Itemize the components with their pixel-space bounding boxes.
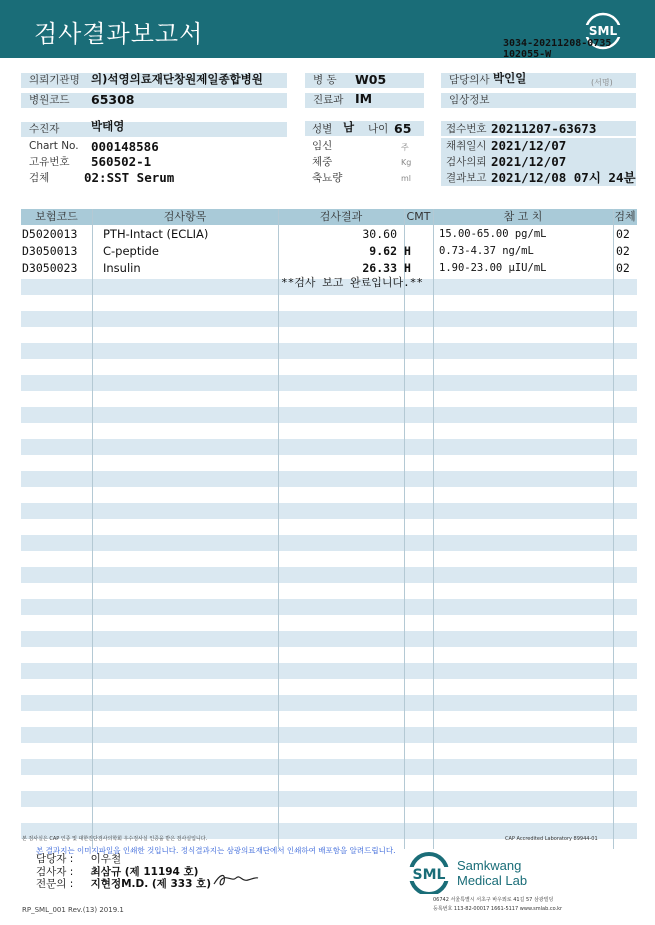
- document-id-line1: 3034-20211208-0735: [503, 38, 612, 49]
- samkwang-logo-icon: [405, 852, 453, 894]
- request-value: 2021/12/07: [491, 154, 567, 169]
- table-stripe: [21, 567, 637, 583]
- table-stripe: [21, 535, 637, 551]
- report-label: 결과보고: [446, 172, 487, 184]
- table-stripe: [21, 503, 637, 519]
- age-value: 65: [394, 121, 412, 136]
- table-stripe: [21, 791, 637, 807]
- header-cmt: CMT: [406, 210, 431, 223]
- dept-label: 진료과: [305, 93, 424, 108]
- specimen-label: 검체: [29, 172, 50, 184]
- cell-code: D3050013: [22, 244, 78, 258]
- cell-item: PTH-Intact (ECLIA): [103, 227, 209, 241]
- handwritten-signature-icon: [212, 868, 260, 890]
- cell-reference: 15.00-65.00 pg/mL: [439, 228, 547, 240]
- table-header: [21, 209, 637, 225]
- doctor-value: 박인일: [493, 71, 527, 85]
- cell-reference: 0.73-4.37 ng/mL: [439, 245, 534, 257]
- code-value: 65308: [91, 92, 135, 107]
- pregnancy-unit: 주: [401, 143, 409, 152]
- weight-label: 체중: [312, 156, 333, 168]
- form-code: RP_SML_001 Rev.(13) 2019.1: [22, 906, 124, 914]
- results-table: [21, 209, 637, 849]
- table-stripe: [21, 343, 637, 359]
- document-id-line2: 102055-W: [503, 49, 552, 60]
- cell-item: C-peptide: [103, 244, 159, 258]
- cell-flag: H: [404, 244, 411, 258]
- cell-flag: H: [404, 261, 411, 275]
- print-notice: 본 결과지는 이미지파일을 인쇄한 것입니다. 정식결과지는 삼광의료재단에서 인쇄하여 배포함을 알려드립니다.: [36, 846, 396, 855]
- cell-item: Insulin: [103, 261, 141, 275]
- cell-code: D5020013: [22, 227, 78, 241]
- brand-name-line1: Samkwang: [457, 858, 522, 873]
- pregnancy-label: 임신: [312, 140, 333, 152]
- table-stripe: [21, 727, 637, 743]
- unique-id-label: 고유번호: [29, 156, 70, 168]
- table-stripe: [21, 471, 637, 487]
- cell-specimen: 02: [616, 227, 630, 241]
- column-divider: [404, 209, 405, 849]
- urine-label: 축뇨량: [312, 172, 343, 184]
- header-reference: 참 고 치: [503, 210, 543, 223]
- examiner-label: 검사자 :: [36, 866, 74, 878]
- ward-label: 병 동: [305, 73, 424, 88]
- collect-value: 2021/12/07: [491, 138, 567, 153]
- column-divider: [613, 209, 614, 849]
- ward-value: W05: [355, 72, 387, 87]
- address-line1: 06742 서울특별시 서초구 바우뫼로 41길 57 삼광빌딩: [433, 897, 554, 903]
- header-result: 검사결과: [319, 210, 363, 223]
- svg-text:SML: SML: [412, 867, 446, 883]
- report-value: 2021/12/08 07시 24분: [491, 170, 636, 185]
- document-id: [503, 38, 611, 60]
- column-divider: [92, 209, 93, 849]
- specialist-value: 지현정M.D. (제 333 호): [90, 878, 211, 890]
- staff-row: [36, 853, 121, 865]
- staff-label: 담당자 :: [36, 853, 74, 865]
- doctor-label: 담당의사: [441, 73, 636, 88]
- cell-reference: 1.90-23.00 μIU/mL: [439, 262, 547, 274]
- cell-result: 9.62: [369, 244, 397, 258]
- patient-name-value: 박태영: [91, 119, 125, 133]
- table-stripe: [21, 439, 637, 455]
- collect-label: 채취일시: [446, 140, 487, 152]
- clinical-info-label: 임상정보: [441, 93, 636, 108]
- chart-no-value: 000148586: [91, 139, 159, 154]
- cell-specimen: 02: [616, 261, 630, 275]
- column-divider: [278, 209, 279, 849]
- cell-code: D3050023: [22, 261, 78, 275]
- sex-label: 성별: [312, 123, 333, 135]
- table-stripe: [21, 759, 637, 775]
- address-line2: 등록번호 113-82-00017 1661-5117 www.smlab.co.kr: [433, 906, 563, 912]
- specialist-row: [36, 878, 211, 890]
- page-title: 검사결과보고서: [34, 20, 204, 48]
- brand-name-line2: Medical Lab: [457, 873, 528, 888]
- examiner-row: [36, 866, 198, 878]
- table-stripe: [21, 695, 637, 711]
- table-stripe: [21, 631, 637, 647]
- specialist-label: 전문의 :: [36, 878, 74, 890]
- header-test-item: 검사항목: [163, 210, 207, 223]
- patient-name-label: 수진자: [21, 122, 287, 137]
- cell-result: 26.33: [362, 261, 397, 275]
- age-label: 나이: [368, 123, 389, 135]
- table-stripe: [21, 407, 637, 423]
- header-insurance-code: 보험코드: [35, 210, 78, 223]
- table-stripe: [21, 311, 637, 327]
- table-stripe: [21, 375, 637, 391]
- chart-no-label: Chart No.: [29, 140, 79, 152]
- report-complete-note: **검사 보고 완료입니다.**: [281, 276, 423, 289]
- staff-value: 이우철: [90, 853, 122, 865]
- cap-accreditation: CAP Accredited Laboratory 89944-01: [505, 836, 598, 842]
- column-divider: [433, 209, 434, 849]
- examiner-value: 최삼규 (제 11194 호): [90, 866, 199, 878]
- svg-text:SML: SML: [588, 24, 618, 38]
- header-specimen: 검체: [614, 210, 636, 223]
- receipt-value: 20211207-63673: [491, 121, 597, 136]
- certification-fine-print: 본 검사실은 CAP 인증 및 대한진단검사의학회 우수검사실 인증을 받은 검사실입니다.: [22, 836, 208, 842]
- urine-unit: ml: [401, 174, 412, 183]
- cell-result: 30.60: [362, 227, 397, 241]
- request-label: 검사의뢰: [446, 156, 487, 168]
- receipt-label: 접수번호: [446, 123, 487, 135]
- hospital-label: 의뢰기관명: [21, 73, 287, 88]
- specimen-value: 02:SST Serum: [84, 170, 175, 185]
- unique-id-value: 560502-1: [91, 154, 152, 169]
- doctor-signature-mark: (서명): [591, 78, 613, 87]
- code-label: 병원코드: [21, 93, 287, 108]
- weight-unit: Kg: [401, 158, 412, 167]
- table-stripe: [21, 599, 637, 615]
- dept-value: IM: [355, 91, 373, 106]
- sex-value: 남: [343, 120, 355, 134]
- cell-specimen: 02: [616, 244, 630, 258]
- hospital-value: 의)석영의료재단창원제일종합병원: [91, 72, 263, 86]
- table-stripe: [21, 663, 637, 679]
